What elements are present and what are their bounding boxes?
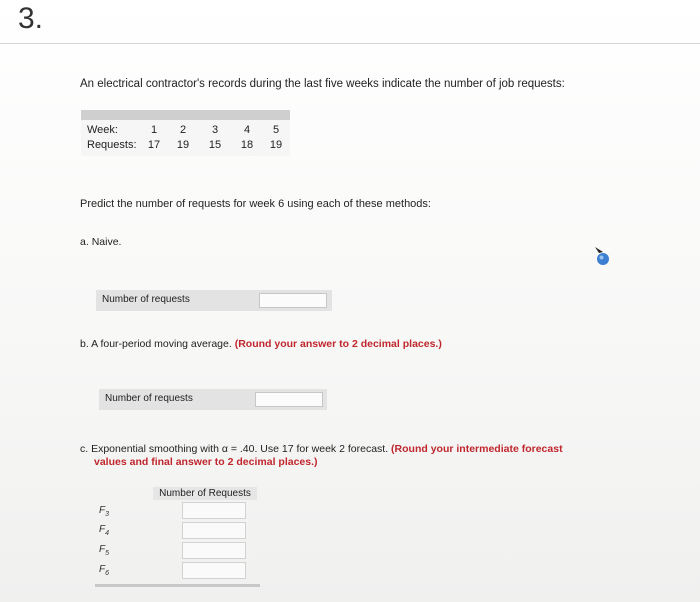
requests-row-label: Requests: — [87, 139, 137, 151]
part-b-answer-row — [99, 389, 327, 410]
part-a-text — [80, 236, 121, 248]
part-c-description: Exponential smoothing with α = .40. Use 17 for week 2 forecast. — [91, 443, 389, 455]
job-requests-table — [81, 110, 290, 156]
week-cell: 2 — [179, 124, 187, 136]
part-b-answer-input[interactable] — [255, 392, 323, 407]
week-cell: 5 — [272, 124, 280, 136]
requests-cell: 19 — [269, 139, 283, 151]
question-number: 3. — [18, 2, 44, 35]
requests-cell: 19 — [176, 139, 190, 151]
week-row-label: Week: — [87, 124, 118, 136]
forecast-row-label: $F_6$ — [99, 564, 110, 577]
question-prompt: Predict the number of requests for week 6 using each of these methods: — [80, 198, 431, 210]
part-b-hint: (Round your answer to 2 decimal places.) — [234, 338, 442, 350]
forecast-row-label: $F_4$ — [99, 524, 110, 537]
part-b-answer-label: Number of requests — [105, 393, 193, 404]
part-a-answer-label: Number of requests — [102, 294, 190, 305]
part-a-answer-input[interactable] — [259, 293, 327, 308]
part-b-description: A four-period moving average. — [91, 338, 232, 350]
requests-cell: 17 — [147, 139, 161, 151]
table-header-band — [81, 110, 290, 120]
part-a-description: Naive. — [91, 236, 122, 248]
part-b-letter: b. — [80, 338, 89, 350]
table-bottom-border — [95, 584, 260, 587]
week-cell: 4 — [243, 124, 251, 136]
forecast-table — [95, 486, 260, 587]
part-c-text — [80, 443, 563, 455]
forecast-row-label: $F_3$ — [99, 505, 110, 518]
forecast-f5-input[interactable] — [182, 542, 246, 559]
requests-cell: 18 — [240, 139, 254, 151]
week-cell: 3 — [211, 124, 219, 136]
part-c-hint-line2: values and final answer to 2 decimal places.) — [94, 456, 318, 468]
forecast-f6-input[interactable] — [182, 562, 246, 579]
requests-cell: 15 — [208, 139, 222, 151]
mouse-cursor-icon — [594, 246, 610, 266]
divider — [0, 43, 700, 44]
part-b-text — [80, 338, 442, 350]
part-c-hint-line1: (Round your intermediate forecast — [391, 443, 563, 455]
part-a-answer-row — [96, 290, 332, 311]
forecast-column-header: Number of Requests — [153, 487, 257, 500]
week-cell: 1 — [150, 124, 158, 136]
part-c-letter: c. — [80, 443, 89, 455]
part-a-letter: a. — [80, 236, 89, 248]
question-intro: An electrical contractor's records during the last five weeks indicate the number of job requests: — [80, 78, 565, 90]
forecast-f3-input[interactable] — [182, 502, 246, 519]
forecast-row-label: $F_5$ — [99, 544, 110, 557]
forecast-f4-input[interactable] — [182, 522, 246, 539]
